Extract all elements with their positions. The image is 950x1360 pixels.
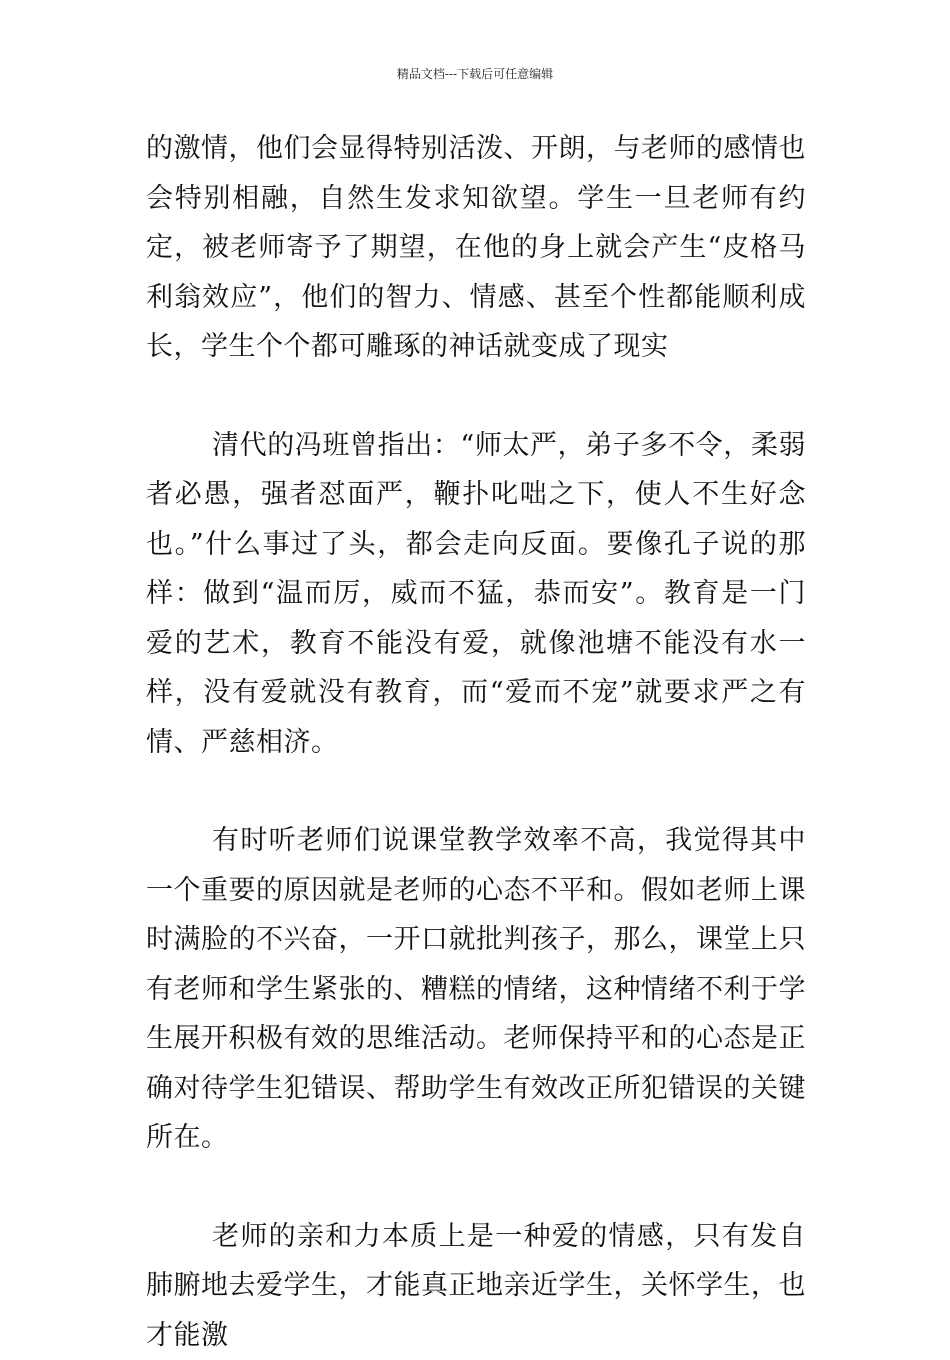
paragraph-continuation: 的激情，他们会显得特别活泼、开朗，与老师的感情也会特别相融，自然生发求知欲望。学生一旦老师有约定，被老师寄予了期望，在他的身上就会产生“皮格马利翁效应”，他们的智力、情感、甚至个性都能顺利成长，学生个个都可雕琢的神话就变成了现实	[146, 124, 806, 372]
paragraph-feng-ban: 清代的冯班曾指出：“师太严，弟子多不令，柔弱者必愚，强者怼面严，鞭扑叱咄之下，使人不生好念也。”什么事过了头，都会走向反面。要像孔子说的那样：做到“温而厉，威而不猛，恭而安”。教育是一门爱的艺术，教育不能没有爱，就像池塘不能没有水一样，没有爱就没有教育，而“爱而不宠”就要求严之有情、严慈相济。	[146, 421, 806, 768]
paragraph-teacher-affinity: 老师的亲和力本质上是一种爱的情感，只有发自肺腑地去爱学生，才能真正地亲近学生，关怀学生，也才能激	[146, 1212, 806, 1360]
paragraph-classroom-efficiency: 有时听老师们说课堂教学效率不高，我觉得其中一个重要的原因就是老师的心态不平和。假如老师上课时满脸的不兴奋，一开口就批判孩子，那么，课堂上只有老师和学生紧张的、糟糕的情绪，这种情绪不利于学生展开积极有效的思维活动。老师保持平和的心态是正确对待学生犯错误、帮助学生有效改正所犯错误的关键所在。	[146, 816, 806, 1163]
page-header: 精品文档---下载后可任意编辑	[0, 66, 950, 82]
document-body	[146, 124, 806, 1360]
